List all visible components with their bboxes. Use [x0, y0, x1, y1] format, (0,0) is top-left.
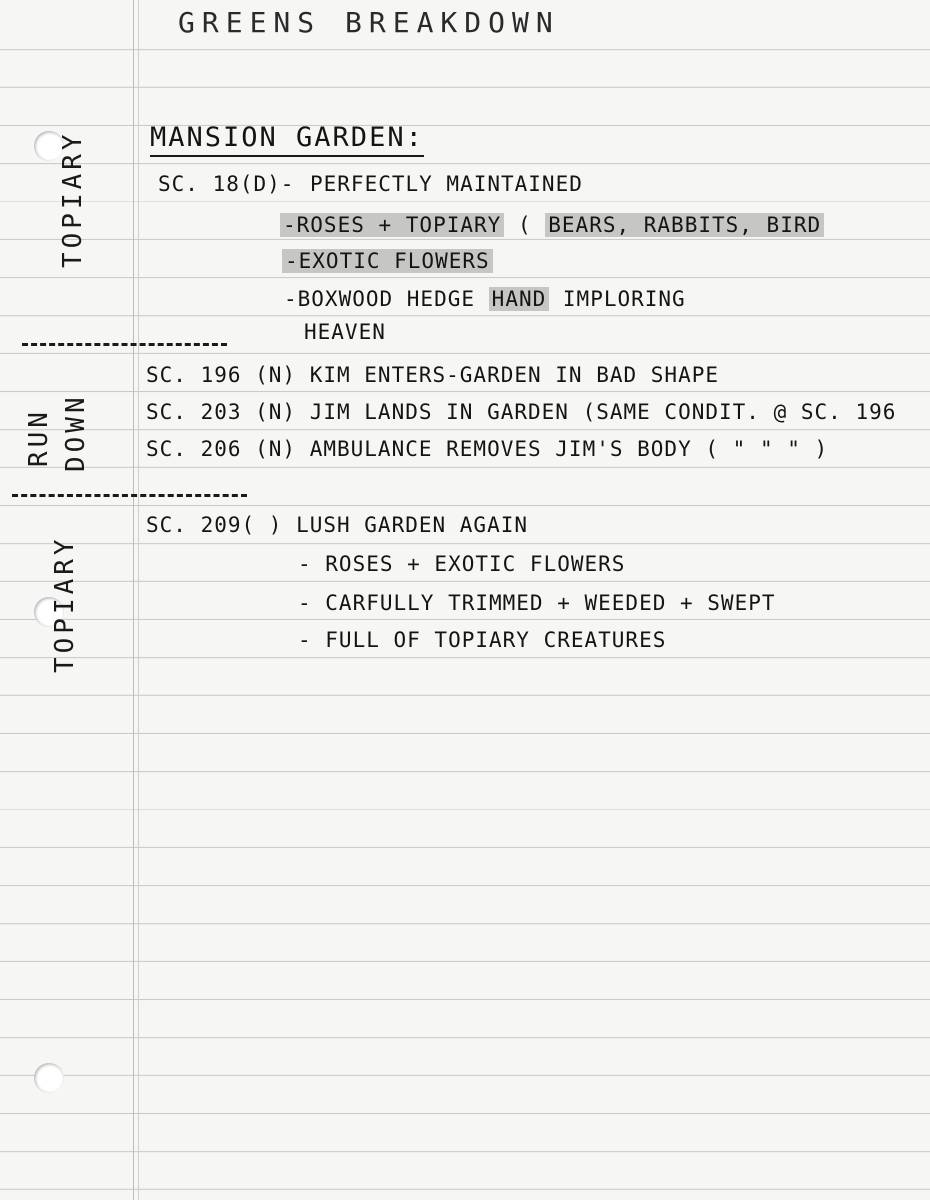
bullet-boxwood-hedge	[284, 287, 686, 311]
bullet-exotic-flowers	[282, 249, 493, 273]
section-divider	[22, 343, 227, 346]
section-heading: MANSION GARDEN:	[150, 122, 424, 157]
bullet-roses-topiary	[280, 213, 824, 237]
punch-hole	[34, 1063, 64, 1093]
topiary-margin-label: TOPIARY	[58, 130, 88, 268]
scene-description: PERFECTLY MAINTAINED	[310, 172, 583, 196]
page-title: GREENS BREAKDOWN	[178, 6, 560, 39]
rundown-line-1: SC. 196 (N) KIM ENTERS-GARDEN IN BAD SHAPE	[146, 363, 720, 387]
margin-rule	[133, 0, 139, 1200]
lush-bullet-3: - FULL OF TOPIARY CREATURES	[298, 628, 667, 652]
lush-bullet-1: - ROSES + EXOTIC FLOWERS	[298, 552, 626, 576]
down-margin-label: DOWN	[61, 393, 91, 472]
imploring-text: IMPLORING	[562, 287, 686, 311]
lush-scene: SC. 209( ) LUSH GARDEN AGAIN	[146, 513, 529, 537]
rundown-line-3: SC. 206 (N) AMBULANCE REMOVES JIM'S BODY ( " " " )	[146, 437, 829, 461]
exotic-flowers-text: -EXOTIC FLOWERS	[282, 249, 493, 273]
boxwood-text: -BOXWOOD HEDGE	[284, 287, 476, 311]
scene-ref: SC. 18(D)-	[158, 172, 295, 196]
section-divider	[12, 494, 247, 497]
run-margin-label: RUN	[24, 408, 54, 467]
animal-list: BEARS, RABBITS, BIRD	[545, 213, 824, 237]
topiary-margin-label-2: TOPIARY	[50, 535, 80, 673]
lush-bullet-2: - CARFULLY TRIMMED + WEEDED + SWEPT	[298, 591, 776, 615]
boxwood-continued: HEAVEN	[304, 320, 386, 344]
rundown-line-2: SC. 203 (N) JIM LANDS IN GARDEN (SAME CONDIT. @ SC. 196	[146, 400, 897, 424]
open-paren: (	[517, 213, 532, 237]
hand-text: HAND	[489, 287, 550, 311]
roses-topiary-text: -ROSES + TOPIARY	[280, 213, 504, 237]
